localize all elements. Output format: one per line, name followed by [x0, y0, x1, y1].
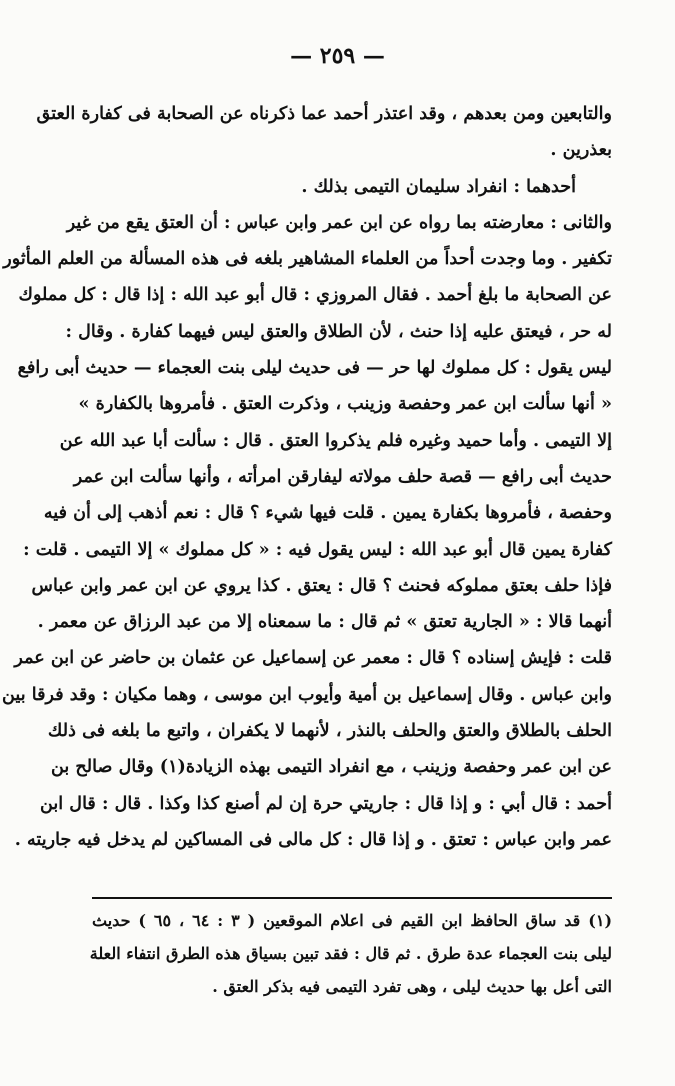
- text-line: أنهما قالا : « الجارية تعتق » ثم قال : ما سمعناه إلا من عبد الرزاق عن معمر .: [37, 611, 612, 633]
- text-line: له حر ، فيعتق عليه إذا حنث ، لأن الطلاق والعتق ليس فيهما كفارة . وقال :: [65, 320, 612, 342]
- text-line: تكفير . وما وجدت أحداً من العلماء المشاهير بلغه فى هذه المسألة من العلم المأثور: [3, 248, 612, 270]
- footnote-line: ليلى بنت العجماء عدة طرق . ثم قال : فقد تبين بسياق هذه الطرق انتفاء العلة: [89, 944, 612, 963]
- text-line: وابن عباس . وقال إسماعيل بن أمية وأيوب ابن موسى ، وهما مكيان : وقد فرقا بين: [2, 683, 612, 705]
- text-line: كفارة يمين قال أبو عبد الله : ليس يقول فيه : « كل مملوك » إلا التيمى . قلت :: [23, 538, 612, 560]
- text-line: والثانى : معارضته بما رواه عن ابن عمر وابن عباس : أن العتق يقع من غير: [66, 211, 612, 233]
- text-line: والتابعين ومن بعدهم ، وقد اعتذر أحمد عما ذكرناه عن الصحابة فى كفارة العتق: [36, 103, 612, 124]
- text-line: أحدهما : انفراد سليمان التيمى بذلك .: [301, 175, 576, 197]
- text-line: « أنها سألت ابن عمر وحفصة وزينب ، وذكرت العتق . فأمروها بالكفارة »: [78, 393, 612, 415]
- text-line: أحمد : قال أبي : و إذا قال : جاريتي حرة إن لم أصنع كذا وكذا . قال : قال ابن: [39, 792, 612, 814]
- main-text: [2, 96, 612, 858]
- footnote-line: التى أعل بها حديث ليلى ، وهى تفرد التيمى فيه بذكر العتق .: [212, 977, 612, 996]
- text-line: عن ابن عمر وحفصة وزينب ، مع انفراد التيمى بهذه الزيادة(١) وقال صالح بن: [51, 756, 612, 778]
- text-line: عن الصحابة ما بلغ أحمد . فقال المروزي : قال أبو عبد الله : إذا قال : كل مملوك: [18, 284, 612, 306]
- text-line: إلا التيمى . وأما حميد وغيره فلم يذكروا العتق . قال : سألت أبا عبد الله عن: [59, 429, 612, 451]
- text-line: الحلف بالطلاق والعتق والحلف بالنذر ، لأنهما لا يكفران ، واتبع ما بلغه فى ذلك: [47, 720, 612, 742]
- text-line: بعذرين .: [550, 139, 612, 161]
- footnote-line: (١) قد ساق الحافظ ابن القيم فى اعلام الموقعين ( ٣ : ٦٤ ، ٦٥ ) حديث: [92, 911, 613, 930]
- text-line: فإذا حلف بعتق مملوكه فحنث ؟ قال : يعتق . كذا يروي عن ابن عمر وابن عباس: [31, 574, 612, 596]
- text-line: قلت : فإيش إسناده ؟ قال : معمر عن إسماعيل عن عثمان بن حاضر عن ابن عمر: [14, 647, 612, 669]
- text-line: ليس يقول : كل مملوك لها حر — فى حديث ليلى بنت العجماء — حديث أبى رافع: [17, 357, 612, 379]
- footnote-divider: [92, 897, 612, 899]
- text-line: عمر وابن عباس : تعتق . و إذا قال : كل مالى فى المساكين لم يدخل فيه جاريته .: [14, 828, 612, 850]
- page-number: — ٢٥٩ —: [290, 43, 385, 69]
- text-line: وحفصة ، فأمروها بكفارة يمين . قلت فيها شيء ؟ قال : نعم أذهب إلى أن فيه: [43, 502, 612, 524]
- footnote: [89, 904, 613, 1003]
- text-line: حديث أبى رافع — قصة حلف مولاته ليفارقن امرأته ، وأنها سألت ابن عمر: [73, 465, 612, 487]
